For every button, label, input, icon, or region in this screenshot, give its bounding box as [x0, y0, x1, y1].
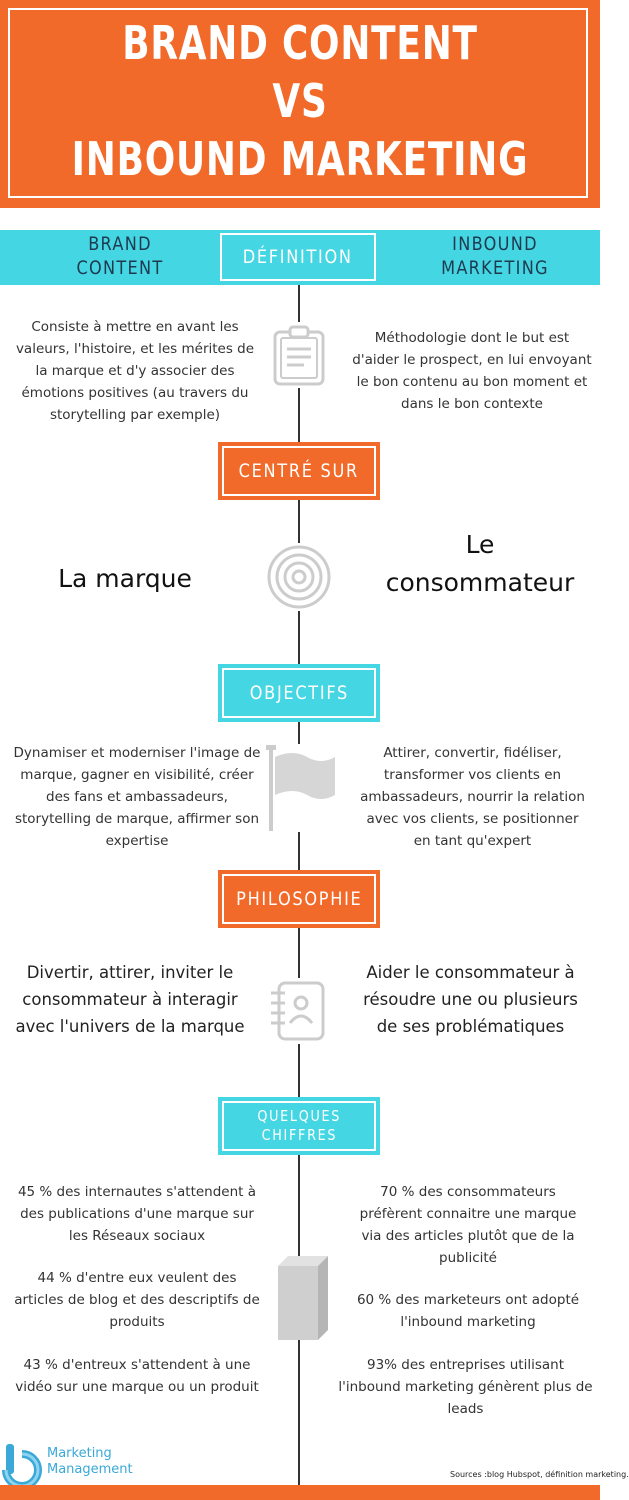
section-label-philosophie	[222, 874, 376, 924]
section-label-objectifs	[222, 668, 376, 718]
stat-brand-1: 45 % des internautes s'attendent à des publications d'une marque sur les Réseaux sociaux	[17, 1184, 257, 1244]
section-label-centre-sur	[222, 446, 376, 496]
column-title-brand-content	[40, 232, 200, 280]
definition-brand-content: Consiste à mettre en avant les valeurs, l'histoire, et les mérites de la marque et d'y associer des émotions positives (au travers du storytelling par exemple)	[15, 319, 255, 423]
stat-inbound-1: 70 % des consommateurs préfèrent connaitre une marque via des articles plutôt que de la publicité	[359, 1184, 577, 1266]
stat-inbound-3: 93% des entreprises utilisant l'inbound marketing génèrent plus de leads	[338, 1357, 593, 1417]
title-line-3: INBOUND MARKETING	[71, 132, 529, 186]
box-icon	[274, 1252, 330, 1342]
notebook-icon	[266, 978, 332, 1044]
label-text: CENTRÉ SUR	[238, 460, 360, 482]
column-title-inbound-marketing	[415, 232, 575, 280]
footer-bar	[0, 1485, 600, 1500]
sources-note: Sources :blog Hubspot, définition marketing.	[450, 1470, 629, 1479]
stat-inbound-2: 60 % des marketeurs ont adopté l'inbound marketing	[356, 1292, 580, 1330]
logo-text	[47, 1446, 133, 1478]
label-text-line2: CHIFFRES	[261, 1126, 337, 1144]
column-left-line1: BRAND	[88, 233, 152, 255]
title-line-1: BRAND CONTENT	[122, 16, 478, 70]
clipboard-icon	[268, 322, 330, 388]
objectifs-inbound-marketing: Attirer, convertir, fidéliser, transformer vos clients en ambassadeurs, nourrir la relation avec vos clients, se positionner en tant qu'expert	[360, 745, 585, 849]
centre-right-line2: consommateur	[385, 568, 575, 597]
marketing-management-logo-mark	[0, 1440, 44, 1486]
section-label-quelques-chiffres	[222, 1101, 376, 1151]
column-right-line2: MARKETING	[441, 257, 549, 279]
philosophie-brand-content: Divertir, attirer, inviter le consommateur à interagir avec l'univers de la marque	[15, 963, 245, 1036]
centre-right-line1: Le	[465, 530, 495, 559]
objectifs-brand-content: Dynamiser et moderniser l'image de marque, gagner en visibilité, créer des fans et ambassadeurs, storytelling de marque, affirmer son expertise	[13, 745, 261, 849]
column-right-line1: INBOUND	[452, 233, 538, 255]
centre-inbound-marketing	[365, 526, 595, 602]
philosophie-inbound-marketing: Aider le consommateur à résoudre une ou plusieurs de ses problématiques	[363, 963, 578, 1036]
column-left-line2: CONTENT	[76, 257, 164, 279]
label-text-line1: QUELQUES	[257, 1107, 341, 1125]
page-title	[0, 14, 600, 188]
stat-brand-2: 44 % d'entre eux veulent des articles de blog et des descriptifs de produits	[14, 1270, 260, 1330]
target-icon	[265, 543, 333, 611]
section-label-definition	[220, 233, 376, 281]
centre-brand-content: La marque	[58, 564, 192, 593]
logo-line2: Management	[47, 1462, 133, 1477]
label-text: OBJECTIFS	[249, 682, 349, 704]
logo-line1: Marketing	[47, 1446, 112, 1461]
title-line-2: VS	[272, 74, 328, 128]
label-text: DÉFINITION	[243, 246, 353, 268]
definition-inbound-marketing: Méthodologie dont le but est d'aider le prospect, en lui envoyant le bon contenu au bon moment et dans le bon contexte	[352, 330, 592, 412]
stat-brand-3: 43 % d'entreux s'attendent à une vidéo sur une marque ou un produit	[15, 1357, 259, 1395]
flag-icon	[262, 744, 338, 832]
label-text: PHILOSOPHIE	[235, 888, 363, 910]
